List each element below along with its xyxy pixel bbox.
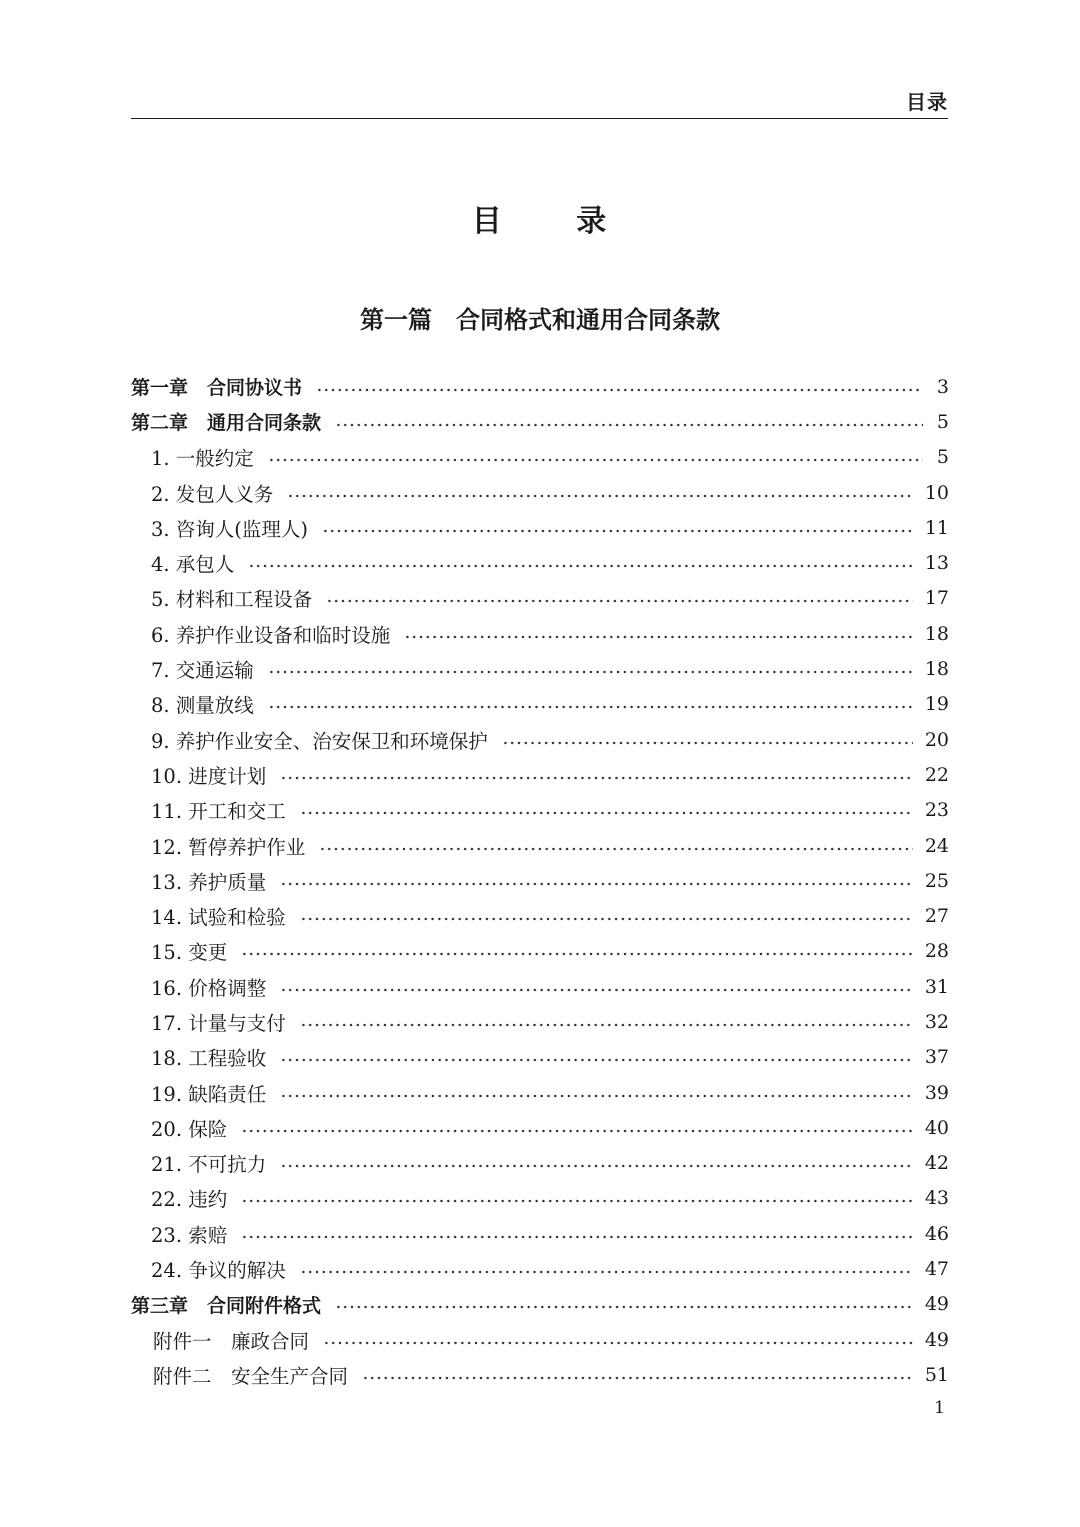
toc-entry-label: 18. 工程验收 [151,1047,267,1071]
toc-entry[interactable] [131,404,949,439]
dot-leader [280,987,913,993]
dot-leader [241,1234,913,1240]
toc-title: 目 录 [471,204,609,239]
toc-entry-label: 19. 缺陷责任 [151,1082,267,1106]
toc-entry[interactable] [131,969,949,1004]
running-header-title: 目录 [906,90,948,114]
dot-leader [326,598,913,604]
toc-entry-page: 5 [936,446,949,469]
toc-entry[interactable] [131,934,949,969]
toc-entry[interactable] [131,1322,949,1357]
toc-entry-label: 2. 发包人义务 [151,482,274,506]
toc-entry-label: 3. 咨询人(监理人) [151,517,309,541]
dot-leader [280,775,913,781]
toc-entry-page: 49 [924,1293,949,1316]
toc-entry-page: 11 [924,516,949,539]
toc-entry-page: 17 [924,587,949,610]
dot-leader [300,1022,913,1028]
toc-entry-page: 25 [924,869,949,892]
toc-entry[interactable] [131,1357,949,1392]
dot-leader [280,881,913,887]
toc-entry-page: 47 [924,1258,949,1281]
toc-entry-page: 46 [924,1222,949,1245]
dot-leader [335,1304,913,1310]
toc-entry-label: 10. 进度计划 [151,764,267,788]
toc-entry-page: 51 [924,1363,949,1386]
toc-entry-label: 1. 一般约定 [151,447,254,471]
dot-leader [319,846,913,852]
dot-leader [248,563,913,569]
toc-entry-page: 49 [924,1328,949,1351]
toc-entry-page: 32 [924,1010,949,1033]
toc-entry[interactable] [131,793,949,828]
dot-leader [300,1269,913,1275]
toc-entry[interactable] [131,1287,949,1322]
toc-entry[interactable] [131,651,949,686]
toc-entry-label: 7. 交通运输 [151,659,254,683]
toc-entry[interactable] [131,475,949,510]
toc-entry-label: 21. 不可抗力 [151,1153,267,1177]
toc-entry-label: 5. 材料和工程设备 [151,588,313,612]
toc-entry-page: 20 [924,728,949,751]
toc-entry-label: 22. 违约 [151,1188,228,1212]
toc-entry[interactable] [131,687,949,722]
toc-entry[interactable] [131,1216,949,1251]
toc-entry-page: 37 [924,1046,949,1069]
dot-leader [268,669,913,675]
toc-entry[interactable] [131,828,949,863]
header-rule [131,118,948,119]
toc-entry-label: 20. 保险 [151,1117,228,1141]
part-title: 第一篇 合同格式和通用合同条款 [360,306,720,334]
dot-leader [280,1093,913,1099]
dot-leader [316,387,923,393]
dot-leader [241,951,913,957]
toc-entry-page: 31 [924,975,949,998]
toc-entry[interactable] [131,1146,949,1181]
dot-leader [300,810,913,816]
toc-entry-label: 附件二 安全生产合同 [153,1364,349,1388]
toc-entry-page: 40 [924,1116,949,1139]
toc-entry[interactable] [131,440,949,475]
toc-entry-label: 4. 承包人 [151,553,235,577]
toc-entry[interactable] [131,1110,949,1145]
toc-entry-label: 16. 价格调整 [151,976,267,1000]
toc-entry-label: 9. 养护作业安全、治安保卫和环境保护 [151,729,488,753]
toc-entry-label: 13. 养护质量 [151,870,267,894]
dot-leader [323,1340,913,1346]
toc-entry-label: 12. 暂停养护作业 [151,835,306,859]
toc-entry[interactable] [131,581,949,616]
toc-entry-page: 27 [924,905,949,928]
toc-entry[interactable] [131,1251,949,1286]
toc-entry-label: 第一章 合同协议书 [131,377,303,400]
dot-leader [335,422,923,428]
toc-entry-label: 第二章 通用合同条款 [131,412,322,435]
toc-entry[interactable] [131,369,949,404]
dot-leader [404,634,913,640]
toc-entry-label: 17. 计量与支付 [151,1011,286,1035]
toc-entry[interactable] [131,898,949,933]
toc-entry-page: 28 [924,940,949,963]
toc-entry-page: 3 [936,375,949,398]
toc-entry[interactable] [131,1040,949,1075]
toc-entry-label: 14. 试验和检验 [151,906,286,930]
toc-entry-page: 18 [924,622,949,645]
toc-entry-label: 15. 变更 [151,941,228,965]
dot-leader [300,916,913,922]
toc-entry-page: 10 [924,481,949,504]
dot-leader [322,528,913,534]
toc-entry[interactable] [131,1181,949,1216]
toc-entry-page: 22 [924,763,949,786]
toc-entry-page: 5 [936,410,949,433]
toc-entry-label: 8. 测量放线 [151,694,254,718]
toc-entry-label: 第三章 合同附件格式 [131,1294,322,1317]
toc-entry-page: 43 [924,1187,949,1210]
toc-entry[interactable] [131,1004,949,1039]
toc-list [131,369,949,1393]
toc-entry-label: 附件一 廉政合同 [153,1329,310,1353]
dot-leader [362,1375,913,1381]
toc-entry[interactable] [131,545,949,580]
toc-entry[interactable] [131,510,949,545]
toc-entry[interactable] [131,863,949,898]
dot-leader [241,1128,913,1134]
toc-entry-label: 6. 养护作业设备和临时设施 [151,623,391,647]
dot-leader [268,704,913,710]
toc-entry[interactable] [131,616,949,651]
toc-entry-page: 39 [924,1081,949,1104]
toc-entry-page: 13 [924,552,949,575]
toc-entry-label: 11. 开工和交工 [151,800,286,824]
page-number: 1 [934,1398,945,1418]
toc-entry-label: 23. 索赔 [151,1223,228,1247]
dot-leader [280,1057,913,1063]
dot-leader [502,740,913,746]
dot-leader [241,1198,913,1204]
toc-entry[interactable] [131,757,949,792]
toc-entry-label: 24. 争议的解决 [151,1259,286,1283]
dot-leader [280,1163,913,1169]
toc-entry[interactable] [131,722,949,757]
toc-entry-page: 23 [924,799,949,822]
toc-entry-page: 42 [924,1152,949,1175]
dot-leader [287,493,913,499]
toc-entry-page: 18 [924,658,949,681]
toc-entry[interactable] [131,1075,949,1110]
toc-entry-page: 24 [924,834,949,857]
toc-entry-page: 19 [924,693,949,716]
dot-leader [268,457,923,463]
